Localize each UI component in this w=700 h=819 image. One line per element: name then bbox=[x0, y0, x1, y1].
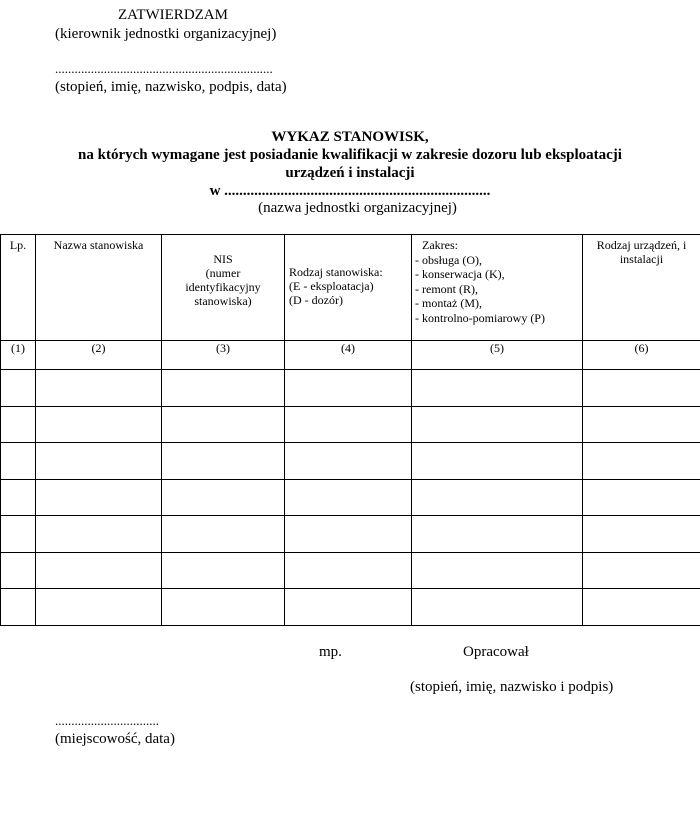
place-date-caption: (miejscowość, data) bbox=[55, 731, 175, 747]
table-row bbox=[1, 552, 700, 589]
table-cell[interactable] bbox=[412, 589, 583, 626]
table-cell[interactable] bbox=[285, 552, 412, 589]
table-cell[interactable] bbox=[36, 589, 162, 626]
table-cell[interactable] bbox=[1, 479, 36, 516]
table-cell[interactable] bbox=[583, 443, 700, 480]
header-position-type: Rodzaj stanowiska: (E - eksploatacja) (D - dozór) bbox=[285, 235, 412, 341]
table-row bbox=[1, 406, 700, 443]
table-column-numbers-row bbox=[1, 341, 700, 370]
header-nis: NIS (numer identyfikacyjny stanowiska) bbox=[162, 235, 285, 341]
table-cell[interactable] bbox=[1, 516, 36, 553]
table-cell[interactable] bbox=[162, 443, 285, 480]
table-cell[interactable] bbox=[1, 406, 36, 443]
column-number: (3) bbox=[162, 341, 285, 370]
table-cell[interactable] bbox=[36, 370, 162, 407]
organization-unit-caption: (nazwa jednostki organizacyjnej) bbox=[258, 200, 457, 216]
table-cell[interactable] bbox=[583, 589, 700, 626]
table-cell[interactable] bbox=[285, 370, 412, 407]
table-row bbox=[1, 479, 700, 516]
table-cell[interactable] bbox=[36, 406, 162, 443]
table-cell[interactable] bbox=[162, 516, 285, 553]
header-devices-type: Rodzaj urządzeń, i instalacji bbox=[583, 235, 700, 341]
table-cell[interactable] bbox=[36, 552, 162, 589]
table-cell[interactable] bbox=[412, 552, 583, 589]
table-cell[interactable] bbox=[583, 370, 700, 407]
table-row bbox=[1, 589, 700, 626]
prepared-by-label: Opracował bbox=[463, 644, 529, 660]
positions-table bbox=[0, 234, 700, 626]
column-number: (2) bbox=[36, 341, 162, 370]
table-cell[interactable] bbox=[285, 479, 412, 516]
header-lp: Lp. bbox=[1, 235, 36, 341]
table-cell[interactable] bbox=[583, 516, 700, 553]
place-date-line: ................................ bbox=[55, 713, 159, 728]
table-cell[interactable] bbox=[412, 370, 583, 407]
column-number: (1) bbox=[1, 341, 36, 370]
table-row bbox=[1, 516, 700, 553]
table-cell[interactable] bbox=[583, 479, 700, 516]
table-body bbox=[1, 370, 700, 626]
header-scope: Zakres: - obsługa (O), - konserwacja (K), - remont (R), - montaż (M), - kontrolno-pomiarowy (P) bbox=[412, 235, 583, 341]
approval-subtitle: (kierownik jednostki organizacyjnej) bbox=[55, 26, 277, 42]
table-cell[interactable] bbox=[162, 370, 285, 407]
table-cell[interactable] bbox=[412, 479, 583, 516]
approval-signature-line: ................................................................... bbox=[55, 61, 273, 76]
table-cell[interactable] bbox=[285, 516, 412, 553]
stamp-placeholder: mp. bbox=[319, 644, 342, 660]
table-cell[interactable] bbox=[1, 443, 36, 480]
table-row bbox=[1, 443, 700, 480]
table-cell[interactable] bbox=[1, 552, 36, 589]
table-cell[interactable] bbox=[162, 589, 285, 626]
prepared-by-caption: (stopień, imię, nazwisko i podpis) bbox=[410, 679, 614, 695]
table-cell[interactable] bbox=[412, 443, 583, 480]
table-cell[interactable] bbox=[162, 552, 285, 589]
approval-title: ZATWIERDZAM bbox=[118, 7, 228, 23]
table-cell[interactable] bbox=[162, 406, 285, 443]
table-header-row bbox=[1, 235, 700, 341]
table-cell[interactable] bbox=[412, 406, 583, 443]
table-cell[interactable] bbox=[583, 406, 700, 443]
column-number: (6) bbox=[583, 341, 700, 370]
table-cell[interactable] bbox=[1, 370, 36, 407]
document-title-line3: urządzeń i instalacji bbox=[285, 165, 415, 181]
table-cell[interactable] bbox=[285, 443, 412, 480]
table-cell[interactable] bbox=[36, 516, 162, 553]
column-number: (4) bbox=[285, 341, 412, 370]
table-cell[interactable] bbox=[1, 589, 36, 626]
table-cell[interactable] bbox=[162, 479, 285, 516]
table-row bbox=[1, 370, 700, 407]
column-number: (5) bbox=[412, 341, 583, 370]
table-cell[interactable] bbox=[583, 552, 700, 589]
document-title-line2: na których wymagane jest posiadanie kwalifikacji w zakresie dozoru lub eksploatacji bbox=[78, 147, 622, 163]
header-position-name: Nazwa stanowiska bbox=[36, 235, 162, 341]
table-cell[interactable] bbox=[412, 516, 583, 553]
approval-signature-caption: (stopień, imię, nazwisko, podpis, data) bbox=[55, 79, 287, 95]
table-cell[interactable] bbox=[285, 406, 412, 443]
document-title: WYKAZ STANOWISK, bbox=[271, 129, 429, 145]
table-cell[interactable] bbox=[36, 479, 162, 516]
table-cell[interactable] bbox=[285, 589, 412, 626]
table-cell[interactable] bbox=[36, 443, 162, 480]
organization-unit-line: w ....................................................................... bbox=[209, 183, 491, 199]
